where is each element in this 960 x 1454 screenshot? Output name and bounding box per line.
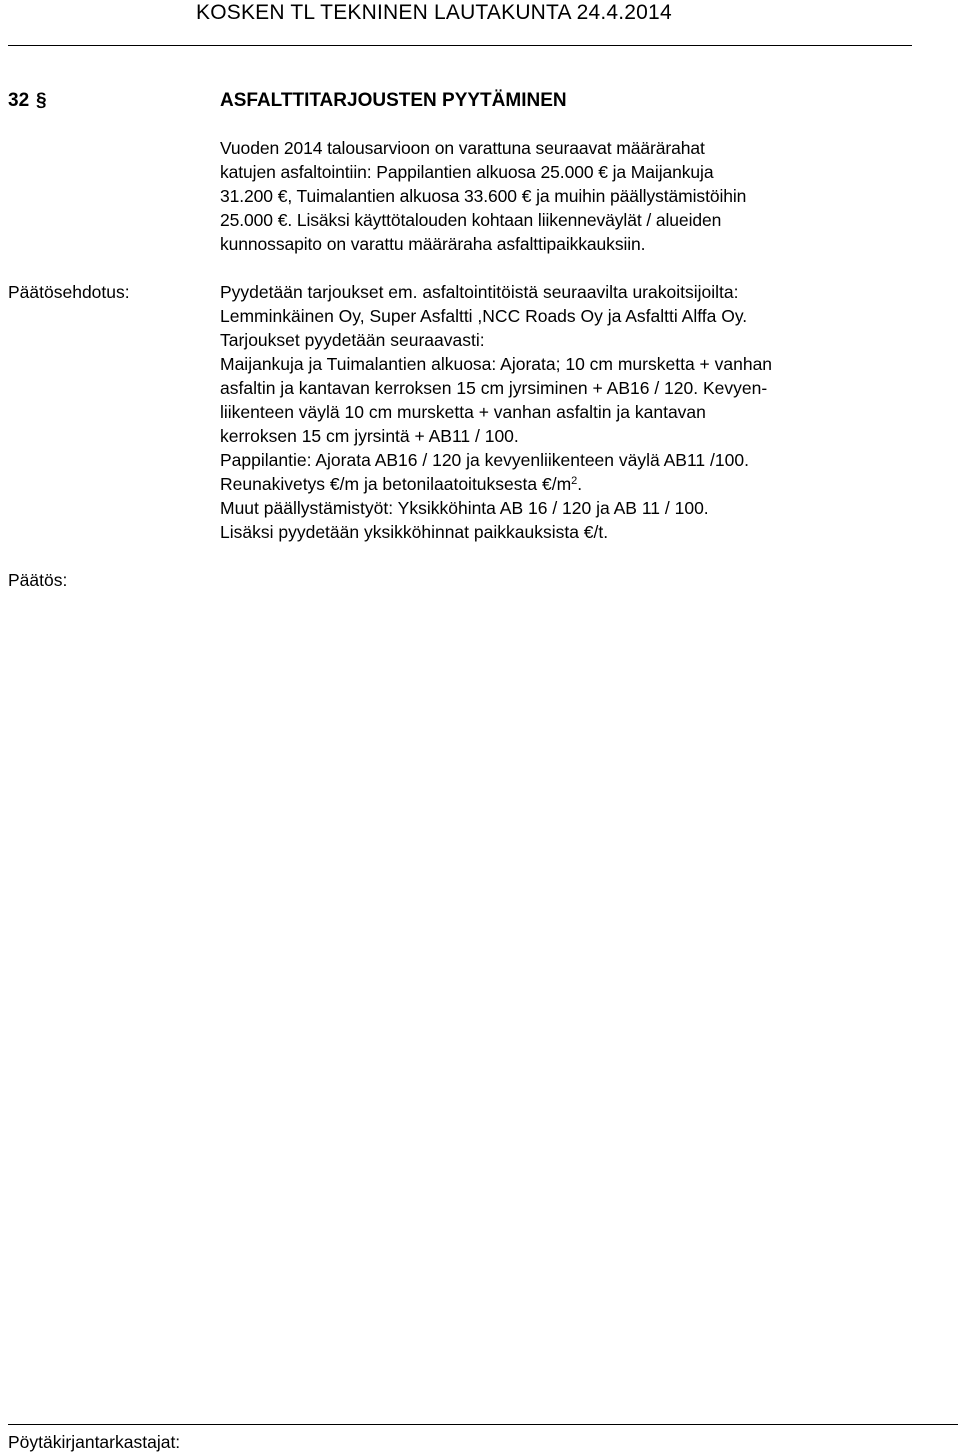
text-line: 25.000 €. Lisäksi käyttötalouden kohtaan liikenneväylät / alueiden [220,210,722,230]
text-line: kerroksen 15 cm jyrsintä + AB11 / 100. [220,426,519,446]
curb-price-text: Reunakivetys €/m ja betonilaatoituksesta €/m [220,474,572,494]
curb-price-period: . [577,474,583,494]
text-line: asfaltin ja kantavan kerroksen 15 cm jyrsiminen + AB16 / 120. Kevyen- [220,378,768,398]
text-line: Muut päällystämistyöt: Yksikköhinta AB 16 / 120 ja AB 11 / 100. [220,498,709,518]
reviewers-label: Pöytäkirjantarkastajat: [8,1432,181,1452]
paragraph-sign-icon: § [36,90,47,111]
text-line: Lisäksi pyydetään yksikköhinnat paikkauksista €/t. [220,522,609,542]
squared-superscript: 2 [571,475,578,487]
text-line: Pappilantie: Ajorata AB16 / 120 ja kevyenliikenteen väylä AB11 /100. [220,450,749,470]
section-number: 32 [8,90,30,111]
section-title: ASFALTTITARJOUSTEN PYYTÄMINEN [220,90,567,111]
footer-divider [8,1424,958,1425]
header-divider [8,45,912,46]
proposal-label: Päätösehdotus: [8,282,130,302]
text-line: kunnossapito on varattu määräraha asfalttipaikkauksiin. [220,234,646,254]
text-line: Lemminkäinen Oy, Super Asfaltti ,NCC Roads Oy ja Asfaltti Alffa Oy. [220,306,748,326]
text-line: Pyydetään tarjoukset em. asfaltointitöistä seuraavilta urakoitsijoilta: [220,282,739,302]
document-title: KOSKEN TL TEKNINEN LAUTAKUNTA 24.4.2014 [196,1,672,24]
intro-paragraph [220,136,900,256]
proposal-paragraph [220,280,900,544]
text-line: katujen asfaltointiin: Pappilantien alkuosa 25.000 € ja Maijankuja [220,162,714,182]
text-line: Vuoden 2014 talousarvioon on varattuna seuraavat määrärahat [220,138,705,158]
text-line: Tarjoukset pyydetään seuraavasti: [220,330,485,350]
curb-price-line [220,472,900,496]
text-line: liikenteen väylä 10 cm mursketta + vanhan asfaltin ja kantavan [220,402,706,422]
text-line: 31.200 €, Tuimalantien alkuosa 33.600 € ja muihin päällystämistöihin [220,186,747,206]
text-line: Maijankuja ja Tuimalantien alkuosa: Ajorata; 10 cm mursketta + vanhan [220,354,773,374]
decision-label: Päätös: [8,570,68,590]
